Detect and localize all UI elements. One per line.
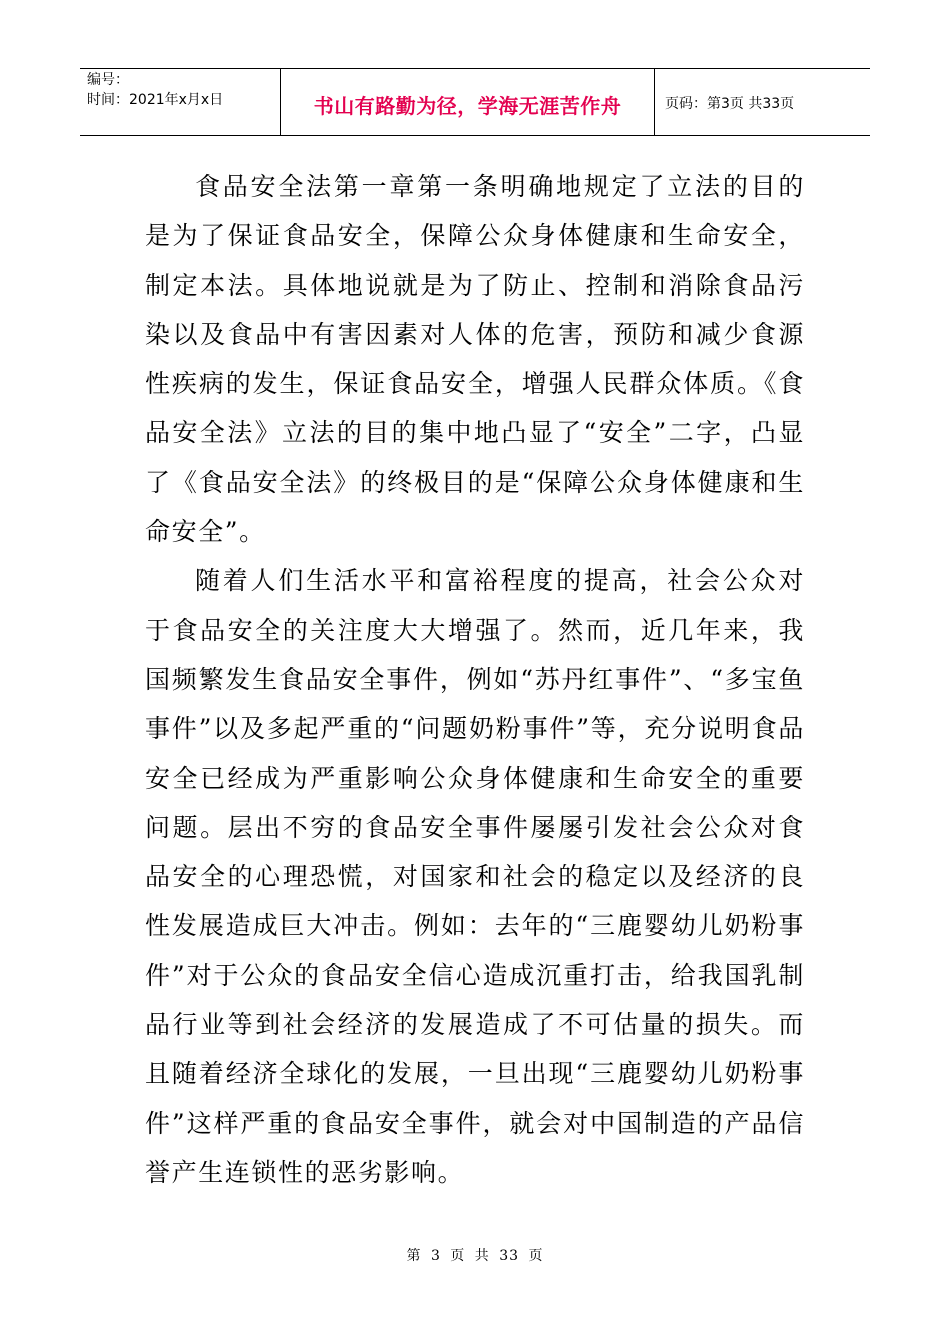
header-meta-cell xyxy=(80,69,281,135)
document-body xyxy=(145,162,805,1197)
document-number-label: 编号： xyxy=(87,72,129,88)
header-page-info: 页码：第3页 共33页 xyxy=(665,96,795,112)
page-footer: 第 3 页 共 33 页 xyxy=(406,1248,544,1264)
body-paragraph: 食品安全法第一章第一条明确地规定了立法的目的是为了保证食品安全，保障公众身体健康和生命安全，制定本法。具体地说就是为了防止、控制和消除食品污染以及食品中有害因素对人体的危害，预防和减少食源性疾病的发生，保证食品安全，增强人民群众体质。《食品安全法》立法的目的集中地凸显了“安全”二字，凸显了《食品安全法》的终极目的是“保障公众身体健康和生命安全”。 xyxy=(145,172,805,547)
header-table xyxy=(80,68,870,136)
document-date-label: 时间：2021年x月x日 xyxy=(87,92,224,108)
header-motto: 书山有路勤为径，学海无涯苦作舟 xyxy=(313,93,622,118)
header-motto-cell xyxy=(281,69,655,135)
body-paragraph: 随着人们生活水平和富裕程度的提高，社会公众对于食品安全的关注度大大增强了。然而，近几年来，我国频繁发生食品安全事件，例如“苏丹红事件”、“多宝鱼事件”以及多起严重的“问题奶粉事件”等，充分说明食品安全已经成为严重影响公众身体健康和生命安全的重要问题。层出不穷的食品安全事件屡屡引发社会公众对食品安全的心理恐慌，对国家和社会的稳定以及经济的良性发展造成巨大冲击。例如：去年的“三鹿婴幼儿奶粉事件”对于公众的食品安全信心造成沉重打击，给我国乳制品行业等到社会经济的发展造成了不可估量的损失。而且随着经济全球化的发展，一旦出现“三鹿婴幼儿奶粉事件”这样严重的食品安全事件，就会对中国制造的产品信誉产生连锁性的恶劣影响。 xyxy=(145,566,805,1187)
header-page-cell xyxy=(655,69,870,135)
